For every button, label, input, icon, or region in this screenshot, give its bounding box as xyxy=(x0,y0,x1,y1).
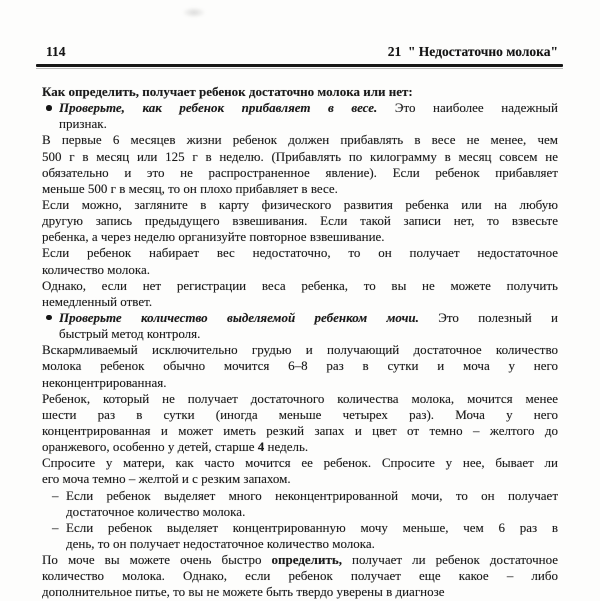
bullet-icon xyxy=(46,105,52,111)
bullet-icon xyxy=(46,315,52,321)
text-line xyxy=(59,310,558,326)
text-line xyxy=(66,536,558,552)
text-line xyxy=(42,358,558,374)
dash-icon: – xyxy=(52,519,59,535)
dash-icon: – xyxy=(52,487,59,503)
text-line xyxy=(66,520,558,536)
page-body xyxy=(42,84,558,601)
text-segment: ребенка, а через неделю организуйте повторное взвешивание. xyxy=(42,229,385,245)
text-segment: В первые 6 месяцев жизни ребенок должен прибавлять в весе не менее, чем xyxy=(42,132,558,148)
text-segment: Если ребенок выделяет концентрированную мочу меньше, чем 6 раз в xyxy=(66,519,558,535)
paragraph xyxy=(42,197,558,245)
text-segment: Проверьте количество выделяемой ребенком мочи. xyxy=(59,309,419,325)
text-line xyxy=(42,294,558,310)
text-segment: признак. xyxy=(59,116,107,132)
text-segment: оранжевого, особенно у детей, старше xyxy=(42,439,258,455)
text-segment: Если ребенок набирает вес недостаточно, то он получает недостаточное xyxy=(42,245,558,261)
text-segment: шести раз в сутки (иногда меньше четырех раз). Моча у него xyxy=(42,406,558,422)
paragraph xyxy=(42,391,558,456)
bullet-item xyxy=(42,310,558,342)
text-blocks xyxy=(42,100,558,600)
chapter-header: 21 " Недостаточно молока" xyxy=(387,44,558,59)
text-segment: Однако, если нет регистрации веса ребенка, то вы не можете получить xyxy=(42,277,558,293)
text-line xyxy=(59,326,558,342)
text-line xyxy=(42,213,558,229)
text-segment: молока ребенок обычно мочится 6–8 раз в сутки и моча у него xyxy=(42,358,558,374)
scan-smudge xyxy=(182,7,206,18)
text-segment: По моче вы можете очень быстро xyxy=(42,552,272,568)
text-segment: недель. xyxy=(264,439,309,455)
text-line xyxy=(42,165,558,181)
header-rule xyxy=(36,64,563,67)
paragraph xyxy=(42,245,558,277)
text-segment: быстрый метод контроля. xyxy=(59,326,201,342)
text-segment: его моча темно – желтой и с резким запахом. xyxy=(42,471,291,487)
text-segment: Если ребенок выделяет много неконцентрированной мочи, то он получает xyxy=(66,487,558,503)
text-line xyxy=(66,488,558,504)
dash-item xyxy=(42,488,558,520)
text-line xyxy=(42,278,558,294)
text-segment: Если можно, загляните в карту физического развития ребенка или на любую xyxy=(42,196,558,212)
text-line xyxy=(42,229,558,245)
text-line xyxy=(66,504,558,520)
text-line xyxy=(42,149,558,165)
text-segment: Это полезный и xyxy=(418,309,558,325)
text-line xyxy=(42,132,558,148)
text-line xyxy=(42,423,558,439)
text-line xyxy=(42,391,558,407)
page-header xyxy=(46,44,558,60)
text-line xyxy=(42,197,558,213)
text-segment: неконцентрированная. xyxy=(42,374,167,390)
text-segment: получает ли ребенок достаточное xyxy=(341,552,558,568)
text-line xyxy=(42,407,558,423)
dash-item xyxy=(42,520,558,552)
text-line xyxy=(42,375,558,391)
text-segment: меньше 500 г в месяц, то он плохо прибавляет в весе. xyxy=(42,180,338,196)
text-line xyxy=(42,568,558,584)
text-line xyxy=(42,181,558,197)
paragraph xyxy=(42,552,558,600)
text-segment: обязательно и это не распространенное явление). Если ребенок прибавляет xyxy=(42,164,558,180)
page-number: 114 xyxy=(46,44,66,59)
text-segment: Ребенок, который не получает достаточного количества молока, мочится менее xyxy=(42,390,558,406)
header-rule-echo xyxy=(36,68,563,69)
text-line xyxy=(59,116,558,132)
text-segment: достаточное количество молока. xyxy=(66,503,246,519)
section-heading: Как определить, получает ребенок достаточно молока или нет: xyxy=(42,84,413,99)
text-segment: Проверьте, как ребенок прибавляет в весе. xyxy=(59,100,378,116)
text-segment: 4 xyxy=(257,439,265,455)
text-segment: количество молока. xyxy=(42,261,150,277)
text-line xyxy=(42,439,558,455)
text-segment: концентрированная и может иметь резкий запах и цвет от темно – желтого до xyxy=(42,422,558,438)
text-line xyxy=(59,100,558,116)
paragraph xyxy=(42,455,558,487)
text-segment: определить, xyxy=(271,552,342,568)
text-segment: 500 г в месяц или 125 г в неделю. (Прибавлять по килограмму в месяц совсем не xyxy=(42,148,558,164)
bullet-item xyxy=(42,100,558,132)
text-line xyxy=(42,455,558,471)
paragraph xyxy=(42,132,558,197)
text-segment: немедленный ответ. xyxy=(42,293,153,309)
text-line xyxy=(42,471,558,487)
text-line xyxy=(42,262,558,278)
paragraph xyxy=(42,278,558,310)
text-segment: количество молока. Однако, если ребенок получает еще какое – либо xyxy=(42,568,558,584)
text-segment: Вскармливаемый исключительно грудью и получающий достаточное количество xyxy=(42,342,558,358)
text-segment: дополнительное питье, то вы не можете быть твердо уверены в диагнозе xyxy=(42,584,445,600)
text-line xyxy=(42,584,558,600)
text-segment: другую запись предыдущего взвешивания. Если такой записи нет, то взвесьте xyxy=(42,213,558,229)
text-segment: день, то он получает недостаточное количество молока. xyxy=(66,535,375,551)
paragraph xyxy=(42,342,558,390)
text-line xyxy=(42,245,558,261)
text-line xyxy=(42,342,558,358)
text-segment: Это наиболее надежный xyxy=(377,100,558,116)
text-line xyxy=(42,552,558,568)
text-segment: Спросите у матери, как часто мочится ее ребенок. Спросите у нее, бывает ли xyxy=(42,455,558,471)
